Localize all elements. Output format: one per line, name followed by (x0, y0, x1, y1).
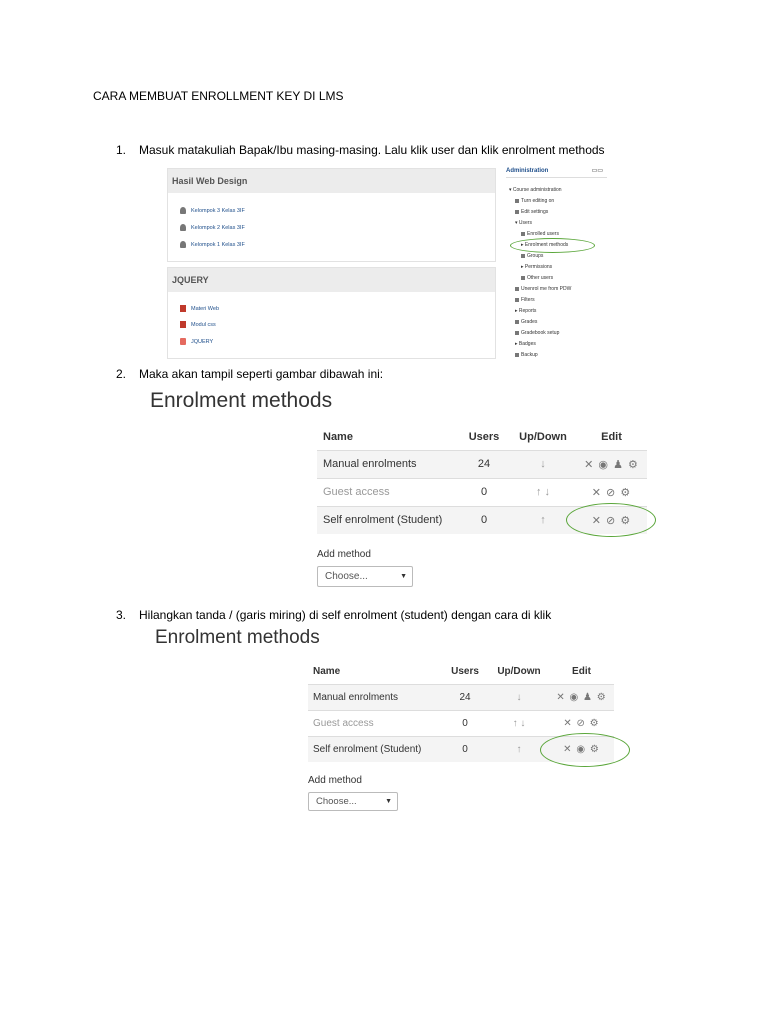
add-method-label: Add method (308, 775, 362, 786)
admin-item[interactable]: Other users (521, 275, 553, 281)
user-icon (515, 287, 519, 291)
method-name: Manual enrolments (317, 450, 458, 478)
add-method-label: Add method (317, 549, 371, 560)
document-title: CARA MEMBUAT ENROLLMENT KEY DI LMS (93, 89, 344, 103)
user-count: 24 (441, 684, 489, 710)
resource-link[interactable]: Materi Web (180, 305, 219, 312)
gear-icon (515, 331, 519, 335)
course-page-screenshot (167, 165, 607, 363)
filter-icon (515, 298, 519, 302)
method-name: Self enrolment (Student) (317, 506, 458, 534)
block-controls-icon[interactable]: ▭▭ (591, 168, 603, 174)
col-updown: Up/Down (510, 424, 576, 450)
course-section (167, 267, 496, 359)
activity-link[interactable]: Kelompok 1 Kelas 3IF (180, 241, 245, 248)
admin-item[interactable]: ▾ Course administration (509, 187, 562, 193)
admin-item[interactable]: Backup (515, 352, 538, 358)
col-name: Name (308, 660, 441, 684)
table-row (308, 710, 614, 736)
col-edit: Edit (549, 660, 614, 684)
admin-item[interactable]: ▸ Badges (515, 341, 536, 347)
caret-down-icon: ▼ (385, 798, 392, 805)
step-number: 2. (116, 367, 127, 381)
table-row (308, 684, 614, 710)
edit-actions[interactable]: ✕ ◉ ♟ ⚙ (549, 684, 614, 710)
enrolment-methods-heading: Enrolment methods (150, 389, 333, 412)
admin-item[interactable]: ▸ Permissions (521, 264, 553, 270)
pdf-icon (180, 305, 186, 312)
edit-actions[interactable]: ✕ ⊘ ⚙ (576, 506, 647, 534)
activity-link[interactable]: Kelompok 3 Kelas 3IF (180, 207, 245, 214)
gear-icon (515, 210, 519, 214)
admin-item[interactable]: Filters (515, 297, 535, 303)
backup-icon (515, 353, 519, 357)
user-icon (521, 232, 525, 236)
method-name: Manual enrolments (308, 684, 441, 710)
user-count: 24 (458, 450, 510, 478)
administration-block (506, 165, 607, 363)
move-down-icon[interactable]: ↓ (489, 684, 549, 710)
pdf-icon (180, 321, 186, 328)
section-title: Hasil Web Design (168, 169, 495, 193)
highlight-circle (510, 238, 595, 253)
step-text: Masuk matakuliah Bapak/Ibu masing-masing. Lalu klik user dan klik enrolment methods (139, 143, 605, 157)
course-section (167, 168, 496, 262)
move-up-icon[interactable]: ↑ (510, 506, 576, 534)
admin-item-enrolment-methods[interactable]: ▸ Enrolment methods (521, 242, 569, 248)
admin-item[interactable]: Grades (515, 319, 537, 325)
user-count: 0 (458, 506, 510, 534)
admin-item[interactable]: Edit settings (515, 209, 548, 215)
resource-link[interactable]: JQUERY (180, 338, 213, 345)
admin-item[interactable]: Gradebook setup (515, 330, 559, 336)
table-header (317, 424, 647, 450)
col-updown: Up/Down (489, 660, 549, 684)
user-count: 0 (458, 478, 510, 506)
user-icon (521, 276, 525, 280)
edit-actions[interactable]: ✕ ◉ ⚙ (549, 736, 614, 762)
section-title: JQUERY (168, 268, 495, 292)
admin-item[interactable]: Groups (521, 253, 543, 259)
grades-icon (515, 320, 519, 324)
user-count: 0 (441, 736, 489, 762)
col-users: Users (441, 660, 489, 684)
user-count: 0 (441, 710, 489, 736)
add-method-select[interactable]: Choose... ▼ (317, 566, 413, 587)
move-arrows-icon[interactable]: ↑ ↓ (510, 478, 576, 506)
highlight-circle (540, 733, 630, 767)
group-icon (180, 224, 186, 231)
file-icon (180, 338, 186, 345)
add-method-select[interactable]: Choose... ▼ (308, 792, 398, 811)
table-row (317, 450, 647, 478)
col-users: Users (458, 424, 510, 450)
edit-actions[interactable]: ✕ ⊘ ⚙ (549, 710, 614, 736)
group-icon (180, 241, 186, 248)
col-name: Name (317, 424, 458, 450)
pencil-icon (515, 199, 519, 203)
step-number: 1. (116, 143, 127, 157)
move-down-icon[interactable]: ↓ (510, 450, 576, 478)
group-icon (521, 254, 525, 258)
admin-item[interactable]: Turn editing on (515, 198, 554, 204)
step-text: Hilangkan tanda / (garis miring) di self enrolment (student) dengan cara di klik (139, 608, 552, 622)
admin-item[interactable]: Unenrol me from PDW (515, 286, 571, 292)
caret-down-icon: ▼ (400, 573, 407, 580)
group-icon (180, 207, 186, 214)
enrolment-methods-heading: Enrolment methods (155, 627, 320, 648)
admin-item[interactable]: Enrolled users (521, 231, 559, 237)
table-header (308, 660, 614, 684)
activity-link[interactable]: Kelompok 2 Kelas 3IF (180, 224, 245, 231)
edit-actions[interactable]: ✕ ◉ ♟ ⚙ (576, 450, 647, 478)
method-name: Guest access (317, 478, 458, 506)
col-edit: Edit (576, 424, 647, 450)
resource-link[interactable]: Modul css (180, 321, 216, 328)
method-name: Self enrolment (Student) (308, 736, 441, 762)
edit-actions[interactable]: ✕ ⊘ ⚙ (576, 478, 647, 506)
admin-title: Administration ▭▭ (506, 165, 607, 178)
highlight-circle (566, 503, 656, 537)
step-number: 3. (116, 608, 127, 622)
method-name: Guest access (308, 710, 441, 736)
move-arrows-icon[interactable]: ↑ ↓ (489, 710, 549, 736)
admin-item[interactable]: ▸ Reports (515, 308, 537, 314)
admin-item[interactable]: ▾ Users (515, 220, 532, 226)
step-text: Maka akan tampil seperti gambar dibawah ini: (139, 367, 384, 381)
move-up-icon[interactable]: ↑ (489, 736, 549, 762)
table-row (317, 478, 647, 506)
